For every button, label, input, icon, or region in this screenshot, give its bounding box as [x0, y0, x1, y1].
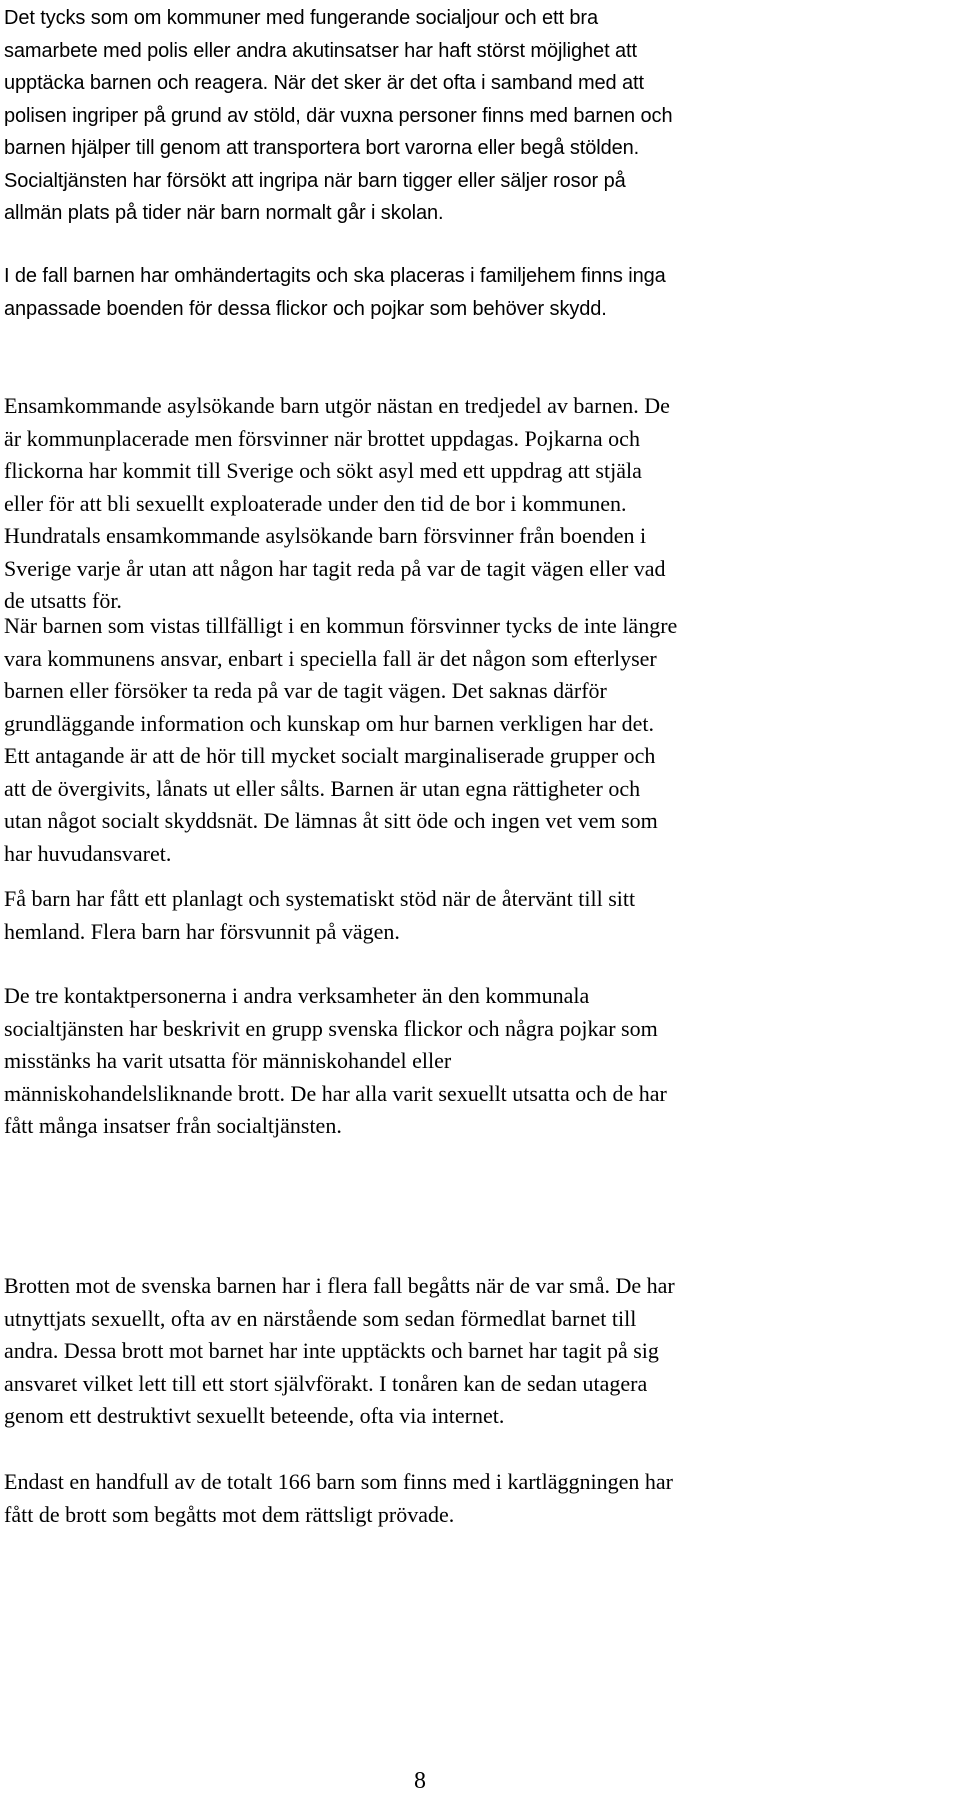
text-line: de utsatts för. [4, 588, 122, 613]
text-line: De tre kontaktpersonerna i andra verksamheter än den kommunala [4, 983, 590, 1008]
text-line: eller för att bli sexuellt exploaterade under den tid de bor i kommunen. [4, 490, 627, 516]
text-line: människohandelsliknande brott. De har alla varit sexuellt utsatta och de har [4, 1080, 667, 1106]
paragraph [4, 980, 667, 1143]
text-line: Endast en handfull av de totalt 166 barn som finns med i kartläggningen har [4, 1469, 674, 1494]
text-line: samarbete med polis eller andra akutinsatser har haft störst möjlighet att [4, 39, 637, 62]
paragraph [4, 2, 672, 230]
text-line: hemland. Flera barn har försvunnit på vägen. [4, 918, 400, 944]
paragraph [4, 1270, 675, 1433]
paragraph [4, 1466, 673, 1531]
page-number: 8 [414, 1768, 426, 1794]
text-line: Brotten mot de svenska barnen har i flera fall begåtts när de var små. De har [4, 1273, 675, 1298]
paragraph [4, 883, 635, 948]
text-line: Sverige varje år utan att någon har tagit reda på var de tagit vägen eller vad [4, 555, 666, 581]
text-line: grundläggande information och kunskap om hur barnen verkligen har det. [4, 710, 655, 736]
text-line: andra. Dessa brott mot barnet har inte upptäckts och barnet har tagit på sig [4, 1338, 659, 1363]
text-line: att de övergivits, lånats ut eller sålts. Barnen är utan egna rättigheter och [4, 775, 641, 801]
text-line: Ensamkommande asylsökande barn utgör nästan en tredjedel av barnen. De [4, 393, 670, 418]
text-line: flickorna har kommit till Sverige och sökt asyl med ett uppdrag att stjäla [4, 458, 642, 483]
text-line: allmän plats på tider när barn normalt går i skolan. [4, 202, 444, 224]
text-line: ansvaret vilket lett till ett stort självförakt. I tonåren kan de sedan utagera [4, 1370, 648, 1396]
paragraph [4, 260, 666, 325]
text-line: fått många insatser från socialtjänsten. [4, 1113, 342, 1138]
text-line: har huvudansvaret. [4, 840, 172, 866]
text-line: fått de brott som begåtts mot dem rättsligt prövade. [4, 1501, 455, 1527]
text-line: vara kommunens ansvar, enbart i speciella fall är det någon som efterlyser [4, 645, 657, 671]
text-line: barnen hjälper till genom att transportera bort varorna eller begå stölden. [4, 137, 640, 159]
text-line: När barnen som vistas tillfälligt i en kommun försvinner tycks de inte längre [4, 613, 678, 638]
text-line: socialtjänsten har beskrivit en grupp svenska flickor och några pojkar som [4, 1015, 658, 1041]
text-line: Socialtjänsten har försökt att ingripa när barn tigger eller säljer rosor på [4, 169, 626, 192]
text-line: anpassade boenden för dessa flickor och pojkar som behöver skydd. [4, 297, 607, 320]
text-line: Ett antagande är att de hör till mycket socialt marginaliserade grupper och [4, 743, 656, 768]
text-line: barnen eller försöker ta reda på var de tagit vägen. Det saknas därför [4, 678, 607, 703]
text-line: upptäcka barnen och reagera. När det sker är det ofta i samband med att [4, 72, 644, 94]
text-line: misstänks ha varit utsatta för människohandel eller [4, 1048, 452, 1073]
paragraph [4, 390, 670, 618]
text-line: är kommunplacerade men försvinner när brottet uppdagas. Pojkarna och [4, 425, 640, 451]
paragraph [4, 610, 677, 870]
text-line: polisen ingriper på grund av stöld, där vuxna personer finns med barnen och [4, 104, 673, 127]
text-line: Hundratals ensamkommande asylsökande barn försvinner från boenden i [4, 523, 647, 548]
text-line: utnyttjats sexuellt, ofta av en närstående som sedan förmedlat barnet till [4, 1305, 637, 1331]
text-line: Få barn har fått ett planlagt och systematiskt stöd när de återvänt till sitt [4, 886, 636, 911]
text-line: utan något socialt skyddsnät. De lämnas åt sitt öde och ingen vet vem som [4, 808, 658, 833]
text-line: I de fall barnen har omhändertagits och ska placeras i familjehem finns inga [4, 265, 666, 287]
text-line: Det tycks som om kommuner med fungerande socialjour och ett bra [4, 7, 598, 29]
text-line: genom ett destruktivt sexuellt beteende, ofta via internet. [4, 1403, 505, 1428]
